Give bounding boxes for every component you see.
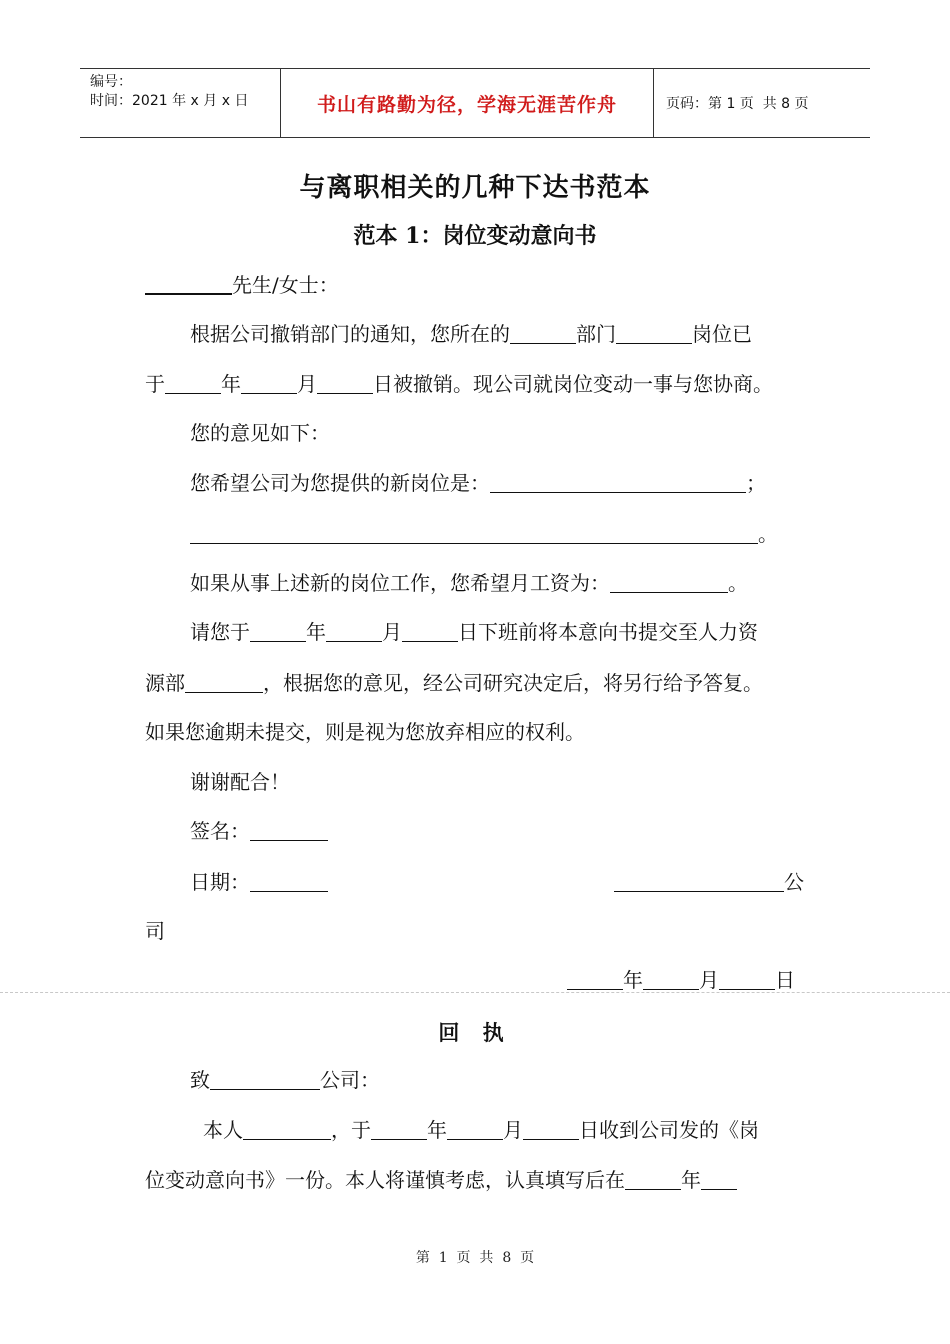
company-line: 公 bbox=[614, 869, 804, 895]
hr-blank[interactable] bbox=[185, 672, 263, 693]
opinion-line: 您的意见如下： bbox=[190, 421, 330, 445]
header-page-info bbox=[654, 69, 870, 137]
submit-month-blank[interactable] bbox=[326, 621, 382, 642]
receipt-to-line: 致 公司： bbox=[190, 1068, 380, 1092]
date-line: 日期： bbox=[190, 869, 328, 895]
new-position-line-2: 。 bbox=[190, 521, 778, 547]
main-title: 与离职相关的几种下达书范本 bbox=[299, 173, 651, 203]
company-line-2: 司 bbox=[145, 919, 165, 943]
new-position-line: 您希望公司为您提供的新岗位是： ； bbox=[190, 471, 766, 495]
receipt-company-blank[interactable] bbox=[210, 1069, 320, 1090]
page-footer: 第 1 页 共 8 页 bbox=[415, 1250, 535, 1266]
year-blank[interactable] bbox=[165, 373, 221, 394]
submit-day-blank[interactable] bbox=[402, 621, 458, 642]
overdue-line: 如果您逾期未提交，则是视为您放弃相应的权利。 bbox=[145, 720, 585, 744]
position-blank[interactable] bbox=[616, 323, 692, 344]
signature-line: 签名： bbox=[190, 818, 328, 844]
signoff-year-blank[interactable] bbox=[567, 969, 623, 990]
new-position-blank-2[interactable] bbox=[190, 523, 758, 544]
thanks-line: 谢谢配合！ bbox=[190, 770, 290, 794]
receipt-year-blank[interactable] bbox=[371, 1119, 427, 1140]
receipt-name-blank[interactable] bbox=[243, 1119, 331, 1140]
submit-line: 请您于 年 月 日下班前将本意向书提交至人力资 bbox=[190, 620, 758, 644]
document-header bbox=[80, 68, 870, 138]
name-blank[interactable] bbox=[145, 273, 232, 295]
paragraph-1-line-1: 根据公司撤销部门的通知，您所在的 部门 岗位已 bbox=[190, 322, 752, 346]
hr-line: 源部 ，根据您的意见，经公司研究决定后，将另行给予答复。 bbox=[145, 671, 763, 695]
header-motto: 书山有路勤为径，学海无涯苦作舟 bbox=[281, 69, 654, 137]
receipt-body-line-2: 位变动意向书》一份。本人将谨慎考虑，认真填写后在 年 bbox=[145, 1167, 737, 1193]
month-blank[interactable] bbox=[241, 373, 297, 394]
salary-line: 如果从事上述新的岗位工作，您希望月工资为： 。 bbox=[190, 571, 748, 595]
department-blank[interactable] bbox=[510, 323, 576, 344]
page-label: 页码：第 1 页 共 8 页 bbox=[666, 96, 809, 112]
signature-blank[interactable] bbox=[250, 820, 328, 841]
page-fold-divider bbox=[0, 992, 950, 993]
signoff-month-blank[interactable] bbox=[643, 969, 699, 990]
day-blank[interactable] bbox=[317, 373, 373, 394]
paragraph-1-line-2: 于 年 月 日被撤销。现公司就岗位变动一事与您协商。 bbox=[145, 372, 773, 396]
salary-blank[interactable] bbox=[610, 572, 728, 593]
date-blank[interactable] bbox=[250, 871, 328, 892]
receipt-month-blank[interactable] bbox=[447, 1119, 503, 1140]
receipt-title: 回 执 bbox=[438, 1020, 512, 1045]
sub-title: 范本 1：岗位变动意向书 bbox=[353, 223, 597, 249]
submit-year-blank[interactable] bbox=[250, 621, 306, 642]
receipt-return-year-blank[interactable] bbox=[625, 1169, 681, 1190]
number-label: 编号： bbox=[90, 74, 132, 90]
signoff-day-blank[interactable] bbox=[719, 969, 775, 990]
receipt-return-month-blank[interactable] bbox=[701, 1169, 737, 1190]
salutation-line: 先生/女士： bbox=[145, 272, 339, 298]
header-meta bbox=[80, 69, 281, 137]
receipt-day-blank[interactable] bbox=[523, 1119, 579, 1140]
signoff-date-line: 年 月 日 bbox=[567, 967, 795, 993]
receipt-body-line-1: 本人 ，于 年 月 日收到公司发的《岗 bbox=[203, 1118, 759, 1142]
new-position-blank[interactable] bbox=[490, 472, 746, 493]
time-label: 时间：2021 年 x 月 x 日 bbox=[90, 93, 249, 109]
company-blank[interactable] bbox=[614, 871, 784, 892]
